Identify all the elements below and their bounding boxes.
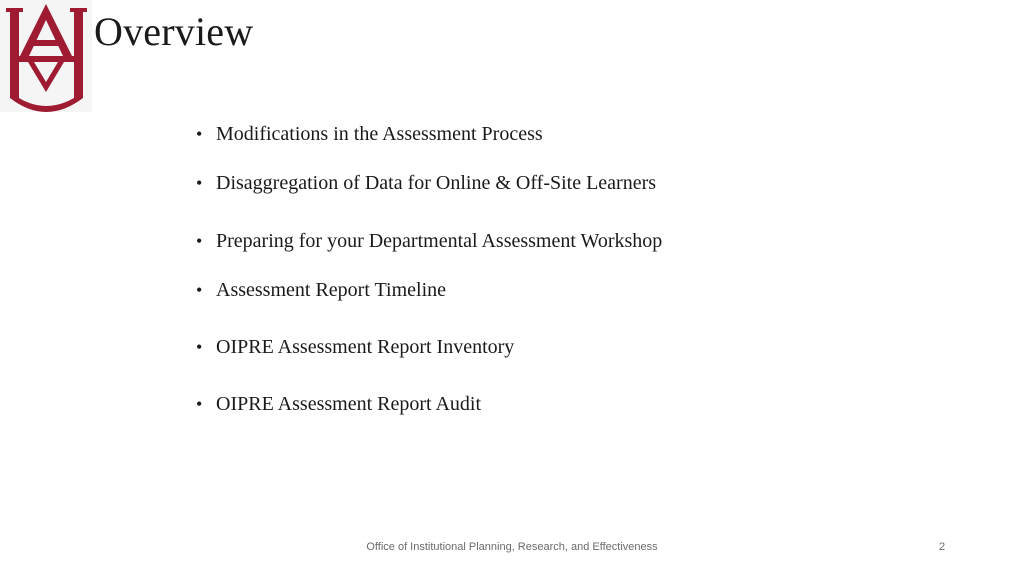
bullet-text: Modifications in the Assessment Process <box>216 123 543 145</box>
bullet-icon: • <box>196 394 203 414</box>
bullet-icon: • <box>196 173 203 193</box>
list-item <box>196 277 446 303</box>
list-item <box>196 228 662 254</box>
bullet-icon: • <box>196 280 203 300</box>
list-item <box>196 391 481 417</box>
slide-title: Overview <box>94 9 254 54</box>
page-number: 2 <box>938 541 946 553</box>
bullet-icon: • <box>196 337 203 357</box>
list-item <box>196 334 514 360</box>
aamu-logo-icon <box>0 0 92 112</box>
list-item <box>196 170 656 196</box>
bullet-icon: • <box>196 231 203 251</box>
bullet-icon: • <box>196 124 203 144</box>
bullet-text: OIPRE Assessment Report Inventory <box>216 336 515 358</box>
bullet-text: Preparing for your Departmental Assessment Workshop <box>216 230 663 252</box>
bullet-text: Assessment Report Timeline <box>216 279 447 301</box>
slide-footer: Office of Institutional Planning, Research, and Effectiveness <box>366 541 658 553</box>
bullet-text: Disaggregation of Data for Online & Off-Site Learners <box>216 172 657 194</box>
list-item <box>196 121 543 147</box>
bullet-text: OIPRE Assessment Report Audit <box>216 393 482 415</box>
